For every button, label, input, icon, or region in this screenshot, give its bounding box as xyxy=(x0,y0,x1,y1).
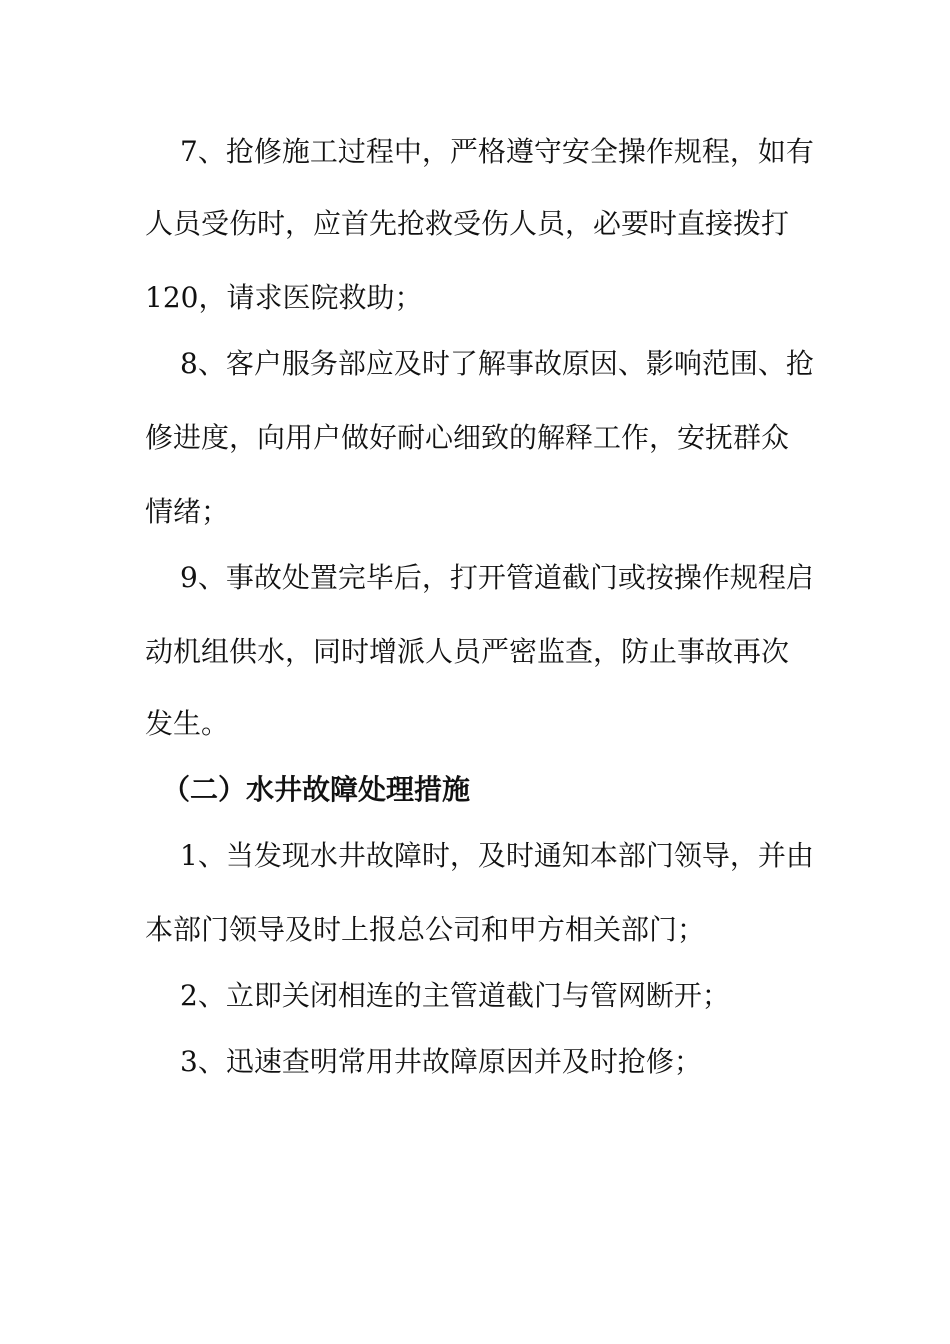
paragraph-7-line-1: 7、抢修施工过程中，严格遵守安全操作规程，如有 xyxy=(180,135,814,168)
item-1-line-2: 本部门领导及时上报总公司和甲方相关部门； xyxy=(145,913,706,946)
paragraph-9-line-1: 9、事故处置完毕后，打开管道截门或按操作规程启 xyxy=(180,561,814,594)
paragraph-9-line-3: 发生。 xyxy=(145,707,230,740)
paragraph-7-line-2: 人员受伤时，应首先抢救受伤人员，必要时直接拨打 xyxy=(145,207,790,240)
paragraph-7-line-3: 120，请求医院救助； xyxy=(145,281,423,314)
paragraph-9-line-2: 动机组供水，同时增派人员严密监查，防止事故再次 xyxy=(145,635,790,668)
item-2-line-1: 2、立即关闭相连的主管道截门与管网断开； xyxy=(180,979,730,1012)
paragraph-8-line-2: 修进度，向用户做好耐心细致的解释工作，安抚群众 xyxy=(145,421,790,454)
item-1-line-1: 1、当发现水井故障时，及时通知本部门领导，并由 xyxy=(180,839,814,872)
section-heading: （二）水井故障处理措施 xyxy=(162,773,471,806)
paragraph-8-line-3: 情绪； xyxy=(145,495,230,528)
paragraph-8-line-1: 8、客户服务部应及时了解事故原因、影响范围、抢 xyxy=(180,347,814,380)
item-3-line-1: 3、迅速查明常用井故障原因并及时抢修； xyxy=(180,1045,702,1078)
